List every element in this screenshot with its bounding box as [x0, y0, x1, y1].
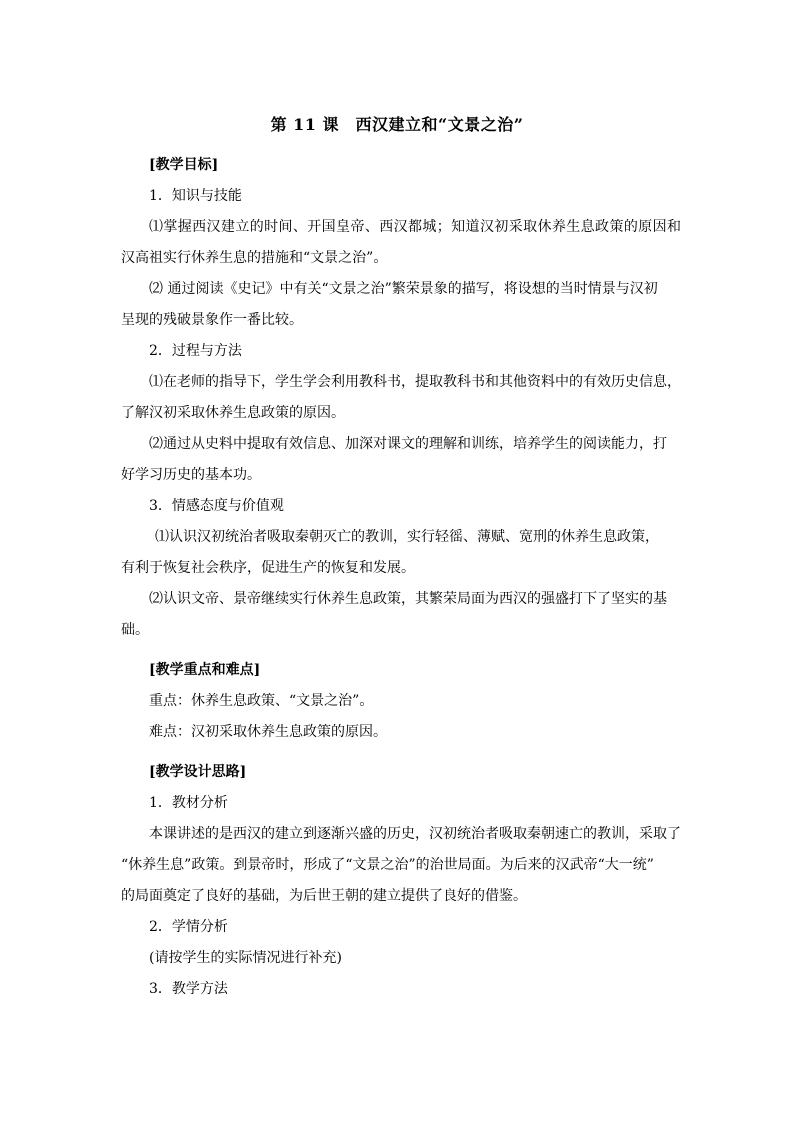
paragraph-line: 呈现的残破景象作一番比较。	[121, 312, 303, 328]
lesson-body	[121, 150, 681, 1005]
paragraph-line: ⑴掌握西汉建立的时间、开国皇帝、西汉都城；知道汉初采取休养生息政策的原因和	[149, 219, 681, 235]
paragraph-line: 础。	[121, 622, 149, 638]
paragraph-line: ⑴在老师的指导下，学生学会利用教科书，提取教科书和其他资料中的有效历史信息，	[149, 374, 681, 390]
subheading-emotion-values: 3．情感态度与价值观	[149, 498, 284, 514]
paragraph-line: 好学习历史的基本功。	[121, 467, 261, 483]
difficulty-line: 难点：汉初采取休养生息政策的原因。	[149, 724, 387, 740]
paragraph-line: 的局面奠定了良好的基础，为后世王朝的建立提供了良好的借鉴。	[121, 888, 527, 904]
subheading-process-methods: 2．过程与方法	[149, 343, 242, 359]
paragraph-line: ⑴认识汉初统治者吸取秦朝灭亡的教训，实行轻徭、薄赋、宽刑的休养生息政策，	[155, 529, 659, 545]
lesson-title: 第 11 课 西汉建立和“文景之治”	[270, 115, 524, 134]
paragraph-line: 本课讲述的是西汉的建立到逐渐兴盛的历史，汉初统治者吸取秦朝速亡的教训，采取了	[149, 826, 681, 842]
paragraph-line: ⑵通过从史料中提取有效信息、加深对课文的理解和训练，培养学生的阅读能力，打	[149, 436, 667, 452]
key-point-line: 重点：休养生息政策、“文景之治”。	[149, 693, 374, 709]
paragraph-line: “休养生息”政策。到景帝时，形成了“文景之治”的治世局面。为后来的汉武帝“大一统”	[121, 857, 654, 873]
subheading-material-analysis: 1．教材分析	[149, 795, 228, 811]
spacer	[121, 748, 681, 757]
paragraph-line: ⑵ 通过阅读《史记》中有关“文景之治”繁荣景象的描写，将设想的当时情景与汉初	[149, 281, 658, 297]
spacer	[121, 646, 681, 655]
subheading-knowledge-skills: 1．知识与技能	[149, 188, 242, 204]
paragraph-line: (请按学生的实际情况进行补充)	[149, 950, 342, 966]
section-heading-key-points: [教学重点和难点]	[149, 662, 261, 678]
section-heading-objectives: [教学目标]	[149, 157, 219, 173]
subheading-teaching-methods: 3．教学方法	[149, 981, 228, 997]
paragraph-line: 汉高祖实行休养生息的措施和“文景之治”。	[121, 250, 388, 266]
paragraph-line: ⑵认识文帝、景帝继续实行休养生息政策，其繁荣局面为西汉的强盛打下了坚实的基	[149, 591, 667, 607]
paragraph-line: 有利于恢复社会秩序，促进生产的恢复和发展。	[121, 560, 415, 576]
subheading-student-analysis: 2．学情分析	[149, 919, 228, 935]
section-heading-design: [教学设计思路]	[149, 764, 247, 780]
paragraph-line: 了解汉初采取休养生息政策的原因。	[121, 405, 345, 421]
